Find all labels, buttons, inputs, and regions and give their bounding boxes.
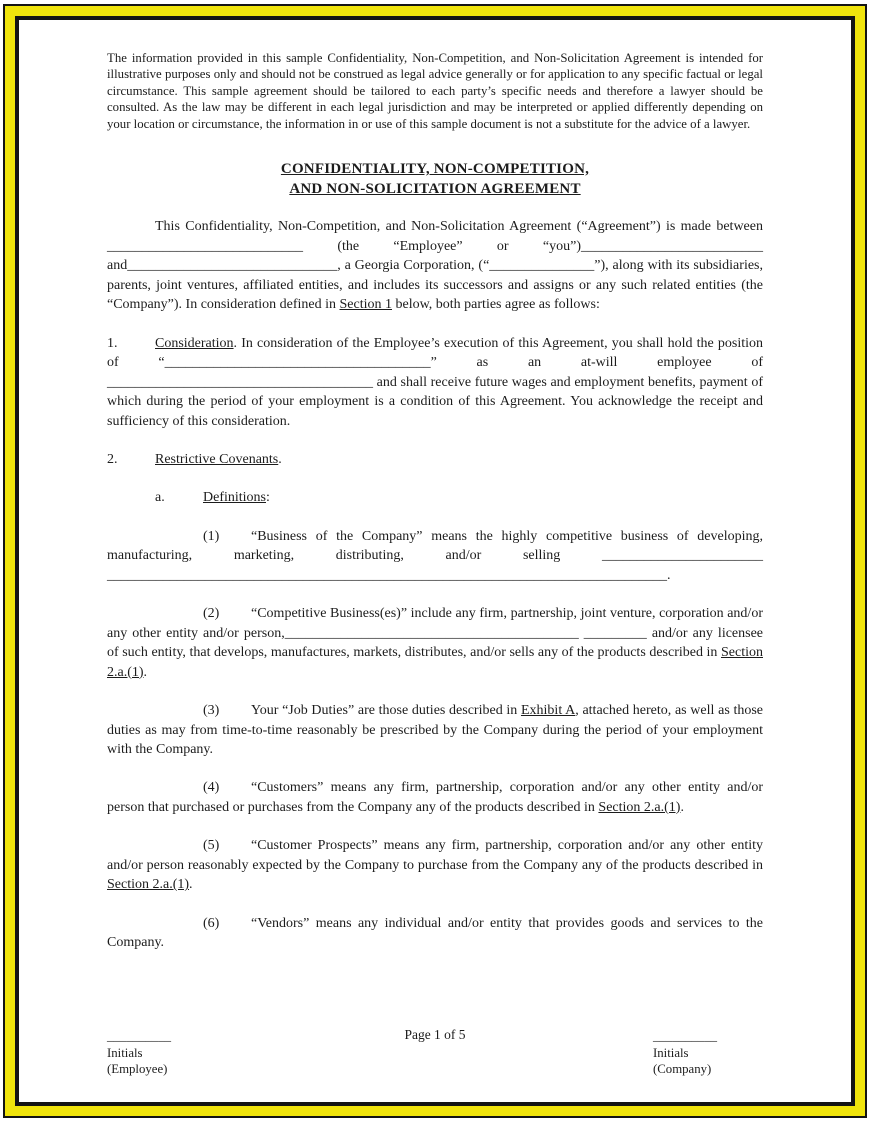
page-border-frame — [3, 4, 867, 1118]
definition-3-job-duties — [107, 701, 763, 759]
section-2a-definitions-number: a. — [155, 490, 165, 506]
text-run: . — [667, 567, 671, 583]
definition-4-customers — [107, 778, 763, 817]
company-initials-label: Initials — [653, 1045, 689, 1060]
text-run: : — [266, 490, 270, 506]
definition-5-customer-prospects-number: (5) — [203, 838, 220, 854]
blank-line: _________ — [583, 625, 647, 641]
blank-line: __________________________________________ — [284, 625, 579, 641]
text-run: “Customer Prospects” means any firm, partnership, corporation and/or any other entity and/or person reasonably expected by the Company to purchase from the Company any of the products described in — [107, 838, 763, 873]
text-run: . In consideration of the Employee’s execution of this Agreement, you shall hold the position of “ — [107, 335, 763, 371]
document-body — [107, 217, 763, 971]
company-initials-sublabel: (Company) — [653, 1062, 712, 1077]
blank-line: ______________________________ — [127, 258, 338, 274]
definition-4-customers-number: (4) — [203, 780, 220, 796]
section-1-heading: Consideration — [155, 335, 234, 351]
text-run: Your “Job Duties” are those duties described in — [251, 703, 521, 719]
text-run: “Customers” means any firm, partnership, corporation and/or any other entity and/or person that purchased or purchases from the Company any of the products described in — [107, 780, 763, 815]
text-run: ”), along with its subsidiaries, parents, joint ventures, affiliated entities, and includes its successors and assigns or any such related entities (the “Company”). In consideration defined in — [107, 258, 763, 313]
text-run: and — [107, 258, 128, 274]
definition-6-vendors — [107, 914, 763, 953]
text-run: . — [189, 877, 193, 893]
definition-1-business-of-company — [107, 527, 763, 585]
blank-line: ________________________________________________________________________________ — [107, 567, 667, 583]
text-run: “Competitive Business(es)” include any firm, partnership, joint venture, corporation and/or any other entity and/or person, — [107, 606, 763, 641]
section-2-restrictive-covenants — [107, 450, 763, 469]
blank-line: _______________________ — [602, 548, 763, 564]
section-2a-definitions — [107, 488, 763, 507]
definition-3-job-duties-number: (3) — [203, 703, 220, 719]
document-page — [15, 16, 855, 1106]
text-run: . — [680, 799, 684, 815]
section-1-consideration-number: 1. — [107, 335, 118, 351]
text-run: . — [143, 664, 148, 680]
page-number: Page 1 of 5 — [404, 1027, 466, 1043]
text-run: ” as an at-will employee of — [430, 355, 763, 371]
document-title-line-1: CONFIDENTIALITY, NON-COMPETITION, — [280, 160, 590, 177]
blank-line: _______________ — [489, 258, 595, 274]
employee-initials-label: Initials — [107, 1045, 143, 1060]
definition-6-vendors-number: (6) — [203, 915, 220, 931]
document-title-line-2: AND NON-SOLICITATION AGREEMENT — [289, 180, 581, 197]
text-run: . — [278, 452, 282, 467]
employee-initials-line: __________ — [107, 1029, 171, 1044]
section-2a1-reference: Section 2.a.(1) — [107, 645, 763, 680]
text-run: and/or any licensee of such entity, that develops, manufactures, markets, distributes, and/or sells any of the products described in — [107, 625, 764, 661]
definition-2-competitive-businesses-number: (2) — [203, 606, 220, 622]
definitions-heading: Definitions — [203, 490, 266, 506]
section-1-reference: Section 1 — [339, 297, 392, 313]
blank-line: __________________________ — [581, 238, 763, 254]
section-2-restrictive-covenants-number: 2. — [107, 452, 118, 467]
page-footer — [107, 1028, 763, 1078]
blank-line: ______________________________________ — [107, 374, 373, 390]
text-run: , a Georgia Corporation, (“ — [337, 258, 490, 274]
text-run: (the “Employee” or “you”) — [303, 238, 581, 254]
text-run: “Business of the Company” means the highly competitive business of developing, manufacturing, marketing, distributing, and/or selling — [107, 528, 763, 564]
section-2a1-reference: Section 2.a.(1) — [107, 877, 190, 893]
disclaimer-text: The information provided in this sample Confidentiality, Non-Competition, and Non-Solicitation Agreement is intended for illustrative purposes only and should not be construed as legal advice generally or for application to any specific factual or legal circumstance. This sample agreement should be tailored to each party’s specific needs and therefore a lawyer should be consulted. As the law may be different in each legal jurisdiction and may be interpreted or applied differently depending on your location or circumstance, the information in or use of this sample document is not a substitute for the advice of a lawyer. — [107, 51, 763, 131]
definition-1-business-of-company-number: (1) — [203, 528, 220, 544]
exhibit-a-reference: Exhibit A — [520, 703, 576, 719]
intro-paragraph — [107, 217, 763, 314]
section-2a1-reference: Section 2.a.(1) — [598, 799, 681, 815]
section-1-consideration — [107, 334, 763, 431]
definition-2-competitive-businesses — [107, 604, 763, 682]
text-run: This Confidentiality, Non-Competition, and Non-Solicitation Agreement (“Agreement”) is made between — [155, 219, 763, 235]
text-run: “Vendors” means any individual and/or entity that provides goods and services to the Company. — [107, 915, 763, 951]
company-initials-line: __________ — [653, 1029, 717, 1044]
text-run: below, both parties agree as follows: — [391, 297, 600, 313]
section-2-heading: Restrictive Covenants — [155, 452, 279, 467]
text-run: and shall receive future wages and employment benefits, payment of which during the period of your employment is a condition of this Agreement. You acknowledge the receipt and sufficiency of this consideration. — [107, 374, 763, 429]
blank-line: ______________________________________ — [164, 355, 431, 371]
employee-initials-sublabel: (Employee) — [107, 1062, 168, 1077]
document-title — [107, 160, 763, 200]
text-run: , attached hereto, as well as those duties as may from time-to-time reasonably be prescribed by the Company during the period of your employment with the Company. — [107, 703, 764, 757]
blank-line: ____________________________ — [107, 238, 303, 254]
definition-5-customer-prospects — [107, 836, 763, 894]
